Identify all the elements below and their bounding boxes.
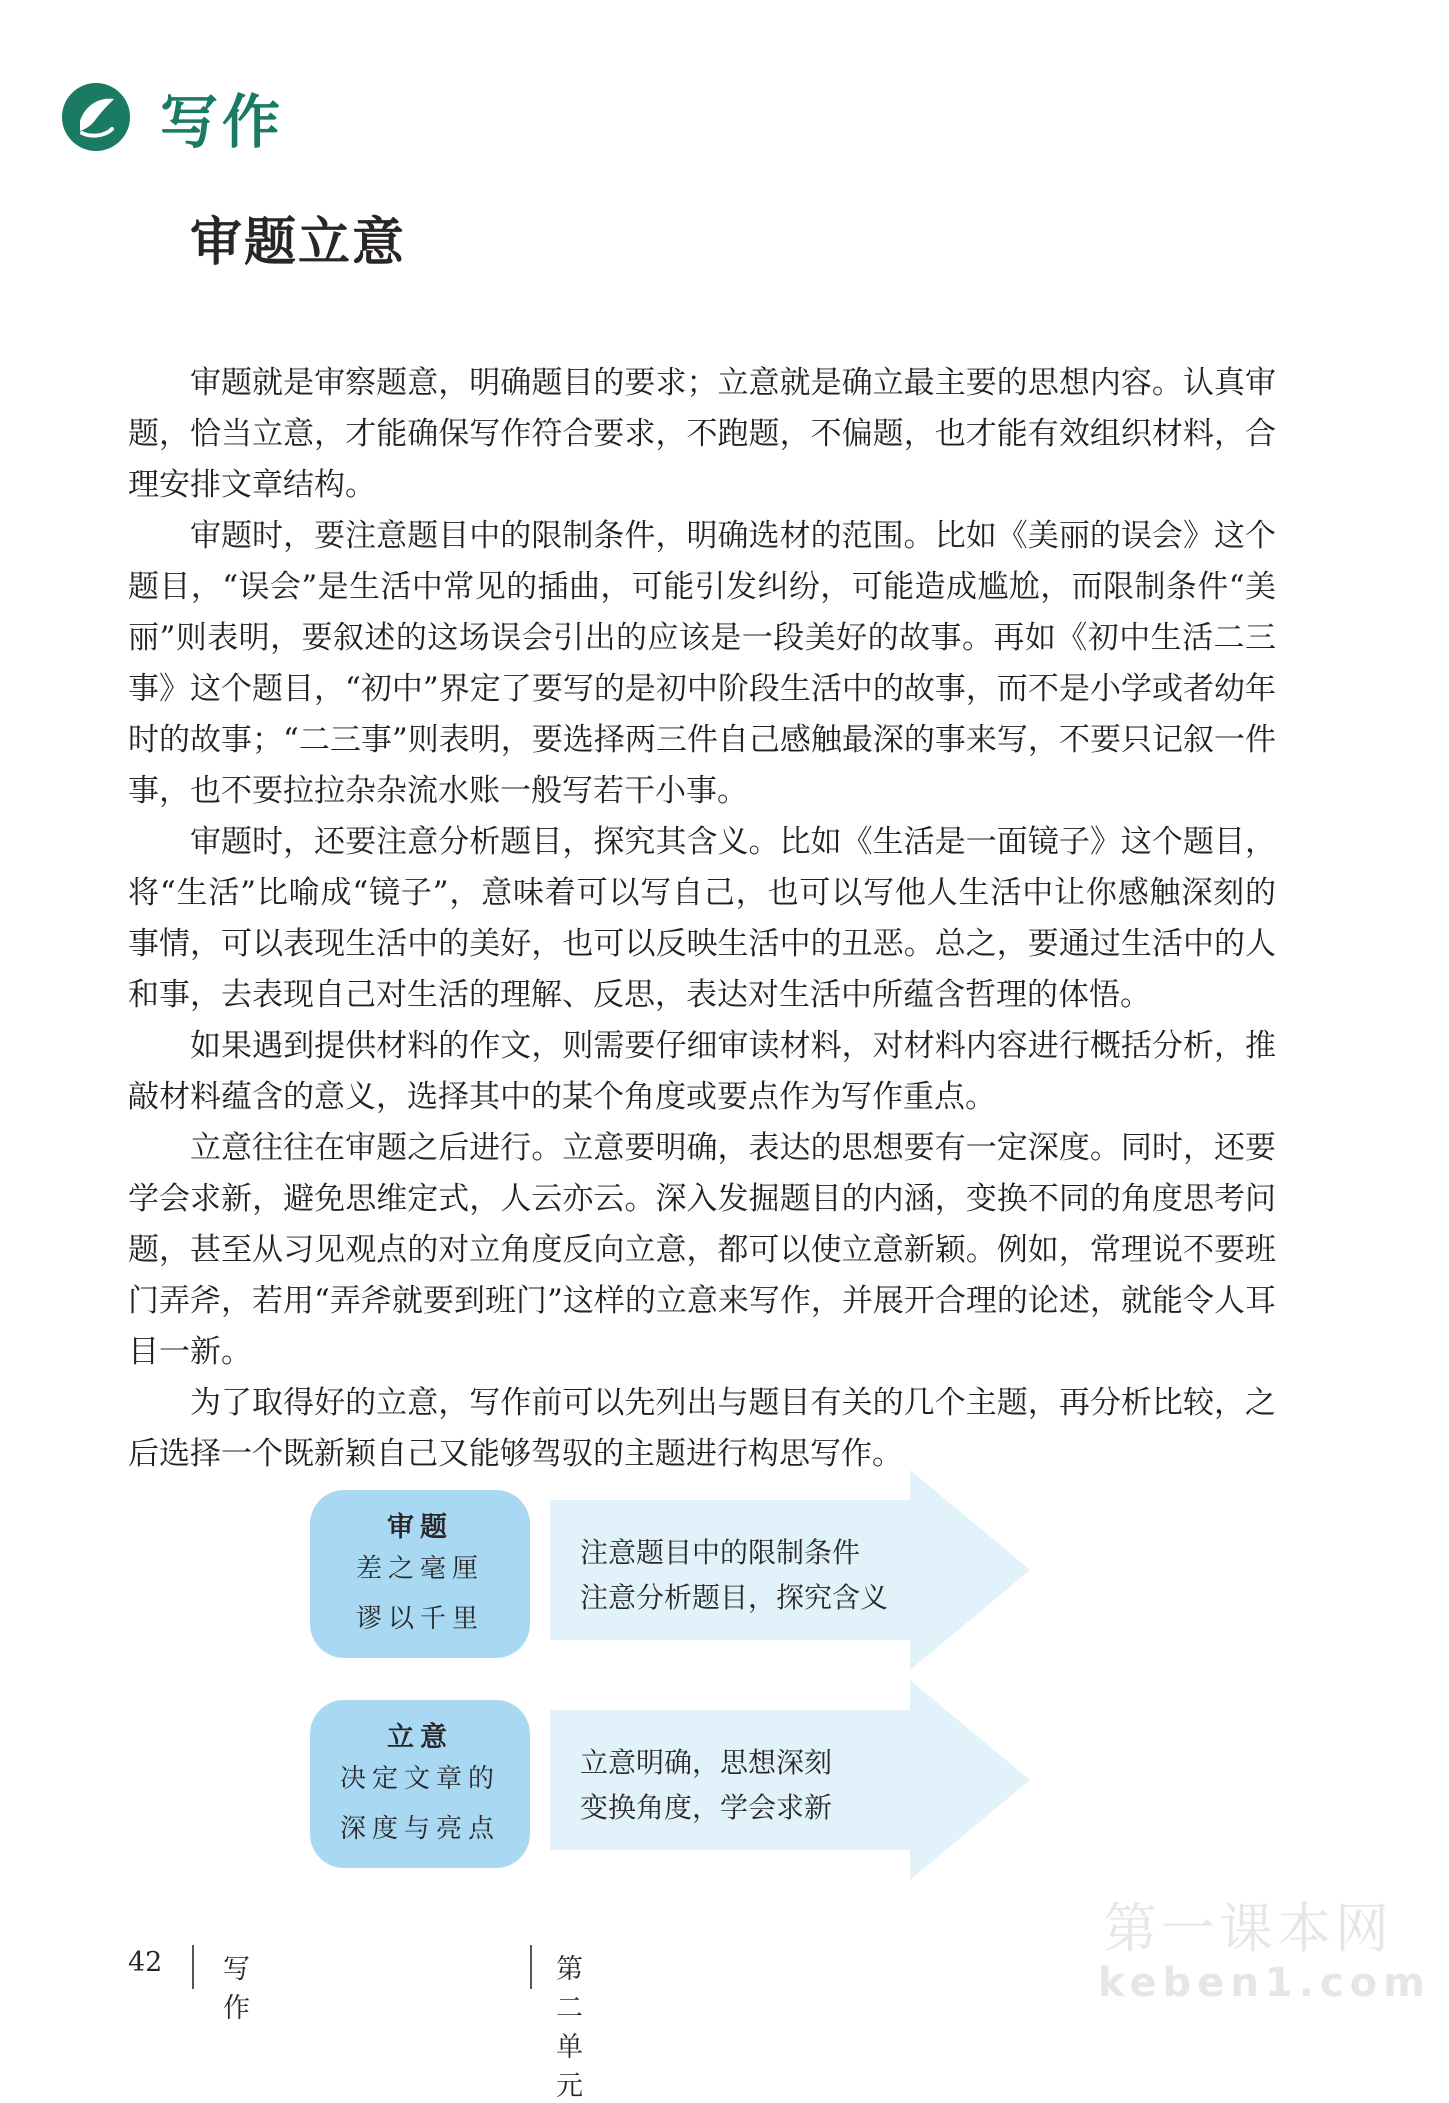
bubble-line: 深度与亮点	[339, 1813, 500, 1844]
footer-divider	[530, 1945, 532, 1989]
bubble-title: 审题	[387, 1511, 453, 1543]
concept-bubble	[310, 1490, 530, 1658]
key-point: 变换角度，学会求新	[580, 1791, 833, 1824]
paragraph: 为了取得好的立意，写作前可以先列出与题目有关的几个主题，再分析比较，之后选择一个既新颖自己又能够驾驭的主题进行构思写作。	[128, 1385, 1276, 1472]
bubble-title: 立意	[387, 1721, 453, 1753]
page-title: 审题立意	[190, 213, 407, 273]
footer-unit: 第二单元	[556, 1954, 583, 2102]
diagram-row-liyi	[310, 1680, 1030, 1880]
quill-circle-icon	[60, 81, 132, 153]
paragraph: 审题就是审察题意，明确题目的要求；立意就是确立最主要的思想内容。认真审题，恰当立意，才能确保写作符合要求，不跑题，不偏题，也才能有效组织材料，合理安排文章结构。	[128, 365, 1276, 503]
watermark-line: keben1.com	[1098, 1960, 1431, 2006]
bubble-line: 决定文章的	[339, 1763, 500, 1794]
watermark	[1098, 1897, 1431, 2006]
watermark-line: 第一课本网	[1103, 1897, 1393, 1960]
concept-bubble	[310, 1700, 530, 1868]
section-name: 写作	[160, 88, 285, 156]
paragraph: 审题时，还要注意分析题目，探究其含义。比如《生活是一面镜子》这个题目，将“生活”比喻成“镜子”，意味着可以写自己，也可以写他人生活中让你感触深刻的事情，可以表现生活中的美好，也可以反映生活中的丑恶。总之，要通过生活中的人和事，去表现自己对生活的理解、反思，表达对生活中所蕴含哲理的体悟。	[128, 824, 1276, 1013]
arrow-text	[580, 1740, 832, 1830]
footer-section: 写作	[223, 1954, 264, 2024]
bubble-line: 谬以千里	[355, 1603, 484, 1634]
footer-divider	[192, 1945, 194, 1989]
paragraph: 立意往往在审题之后进行。立意要明确，表达的思想要有一定深度。同时，还要学会求新，避免思维定式，人云亦云。深入发掘题目的内涵，变换不同的角度思考问题，甚至从习见观点的对立角度反向立意，都可以使立意新颖。例如，常理说不要班门弄斧，若用“弄斧就要到班门”这样的立意来写作，并展开合理的论述，就能令人耳目一新。	[128, 1130, 1276, 1370]
diagram-row-shenti	[310, 1470, 1030, 1670]
arrow-text	[580, 1530, 888, 1620]
key-point: 立意明确，思想深刻	[580, 1746, 833, 1779]
summary-diagram	[310, 1470, 1030, 1890]
section-header	[60, 72, 284, 162]
page-number: 42	[128, 1947, 163, 1978]
article-body	[128, 358, 1276, 1480]
key-point: 注意题目中的限制条件	[580, 1536, 861, 1569]
paragraph: 如果遇到提供材料的作文，则需要仔细审读材料，对材料内容进行概括分析，推敲材料蕴含的意义，选择其中的某个角度或要点作为写作重点。	[128, 1028, 1276, 1115]
bubble-line: 差之毫厘	[355, 1553, 484, 1584]
paragraph: 审题时，要注意题目中的限制条件，明确选材的范围。比如《美丽的误会》这个题目，“误会”是生活中常见的插曲，可能引发纠纷，可能造成尴尬，而限制条件“美丽”则表明，要叙述的这场误会引出的应该是一段美好的故事。再如《初中生活二三事》这个题目，“初中”界定了要写的是初中阶段生活中的故事，而不是小学或者幼年时的故事；“二三事”则表明，要选择两三件自己感触最深的事来写，不要只记叙一件事，也不要拉拉杂杂流水账一般写若干小事。	[128, 518, 1276, 809]
key-point: 注意分析题目，探究含义	[580, 1581, 889, 1614]
